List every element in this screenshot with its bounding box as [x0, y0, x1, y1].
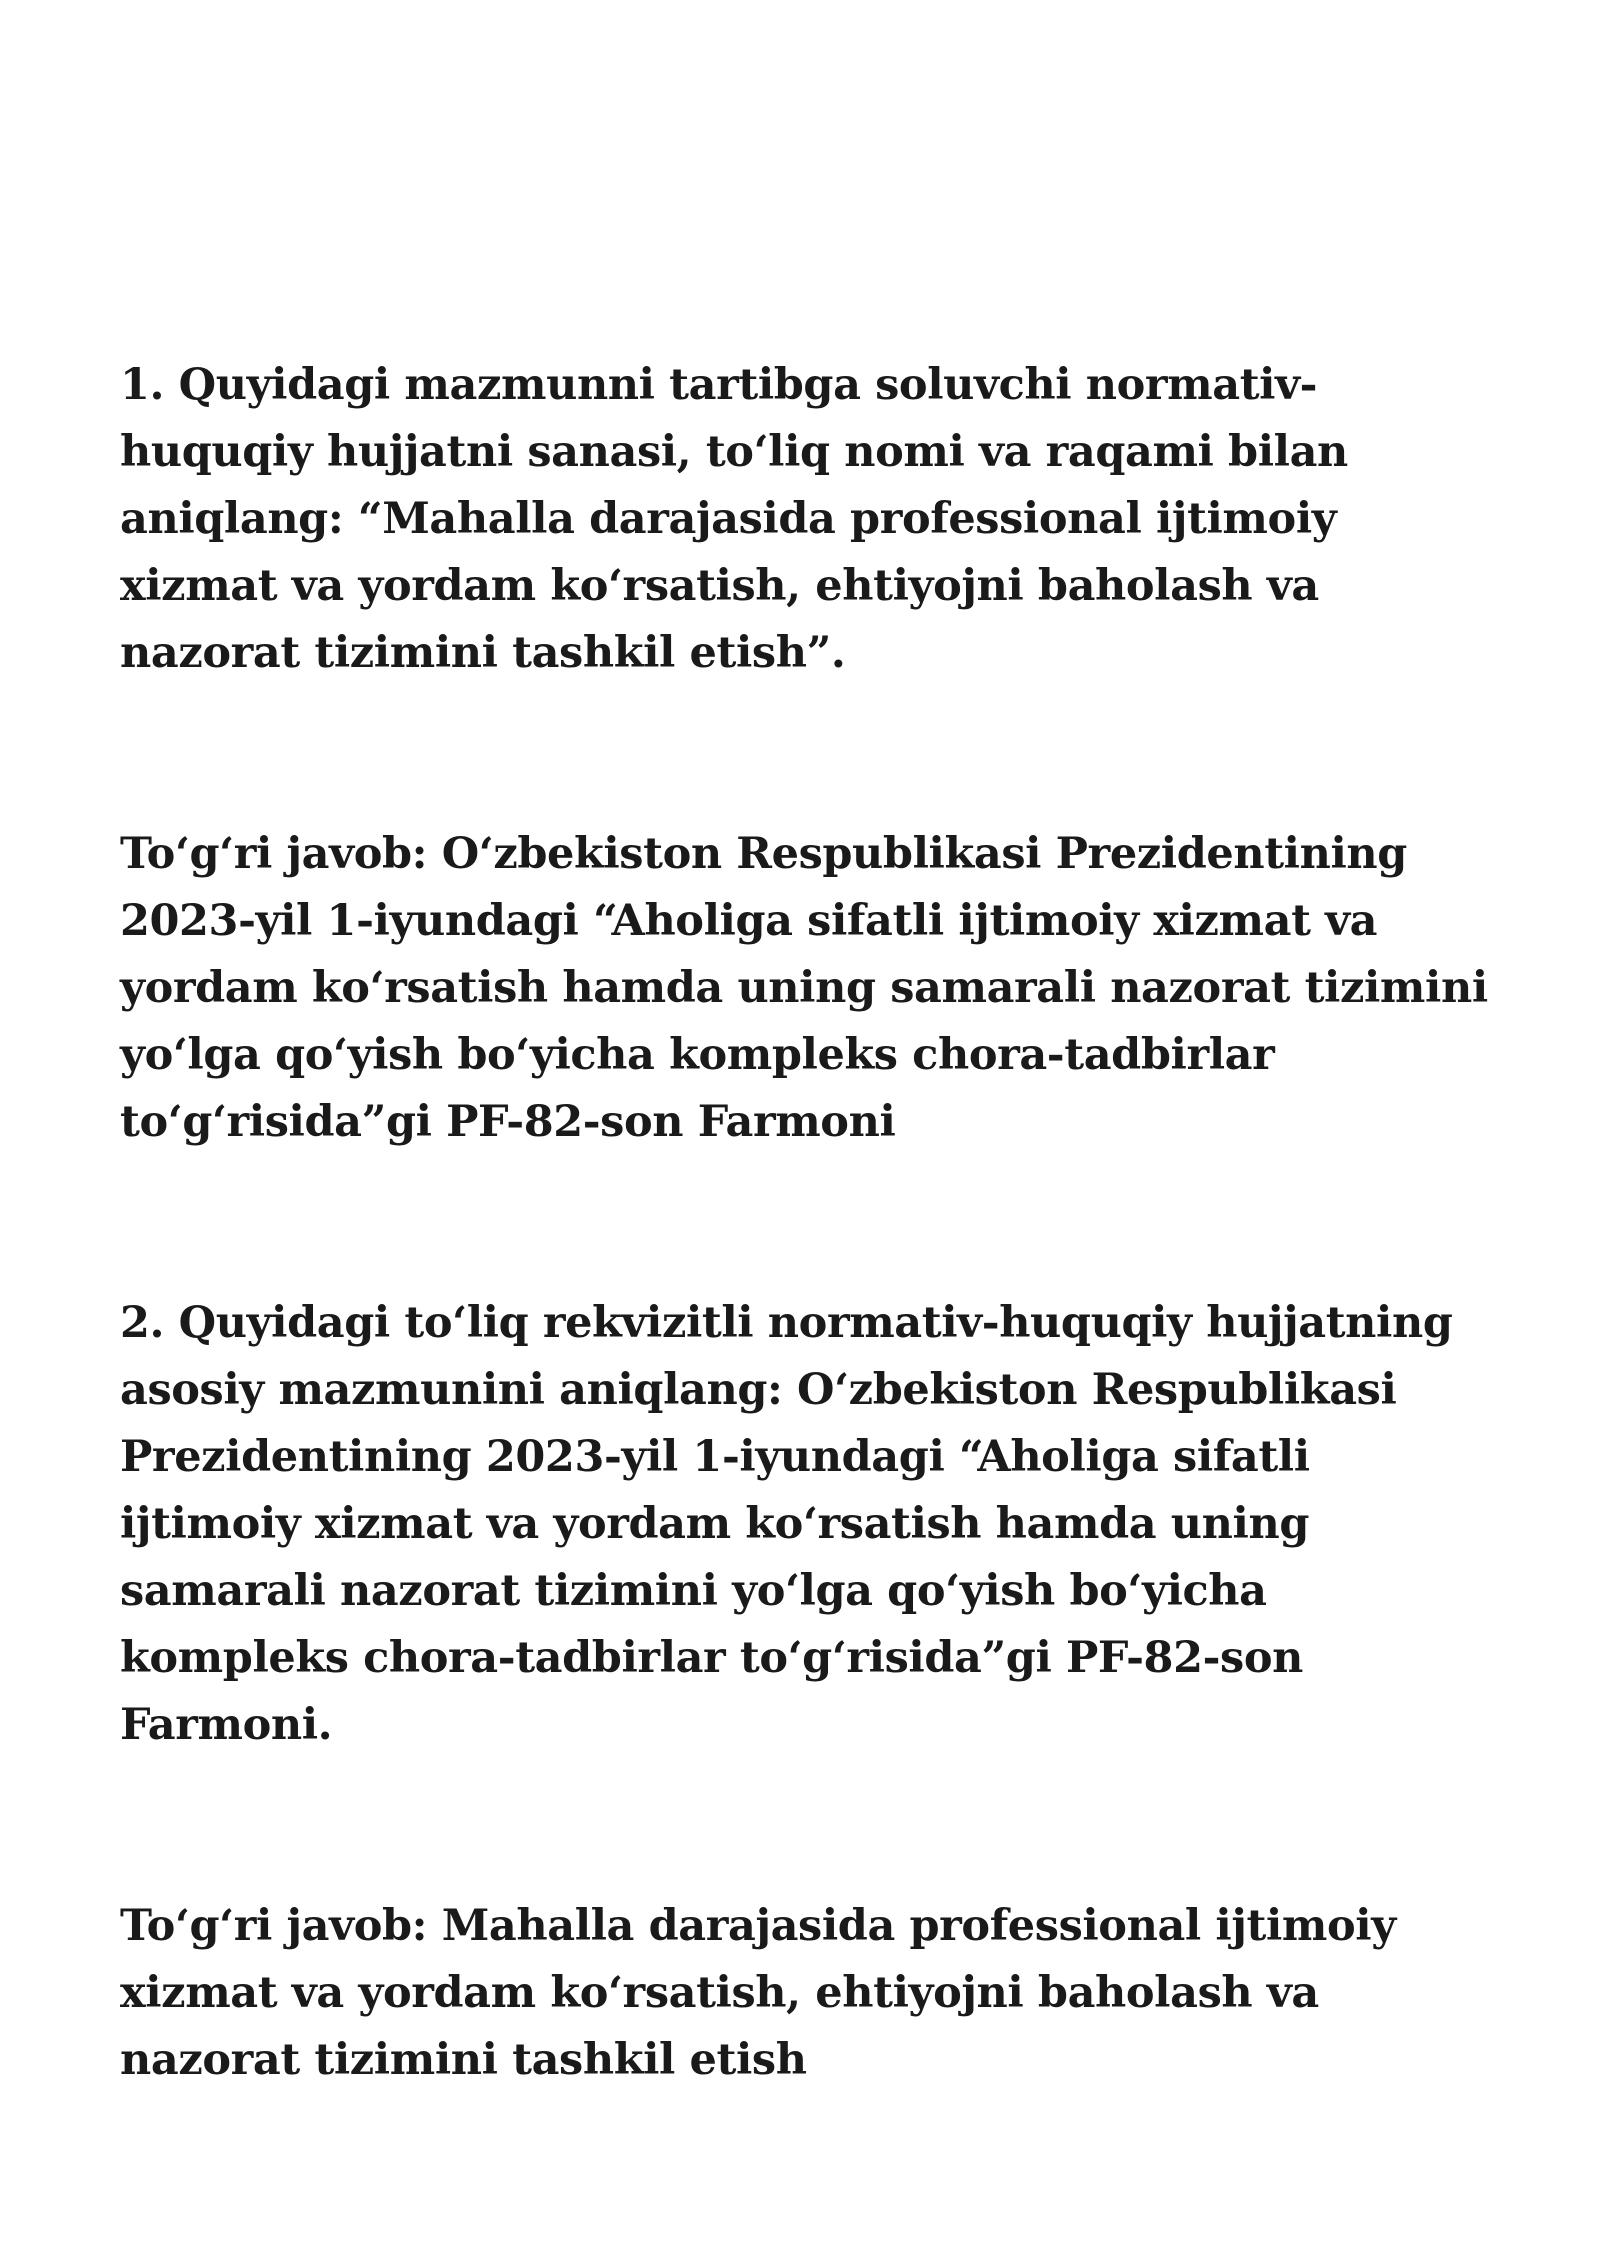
document-content: [120, 352, 1490, 2228]
answer-1: To‘g‘ri javob: O‘zbekiston Respublikasi Prezidentining 2023-yil 1-iyundagi “Aholiga sifatli ijtimoiy xizmat va yordam ko‘rsatish hamda uning samarali nazorat tizimini yo‘lga qo‘yish bo‘yicha kompleks chora-tadbirlar to‘g‘risida”gi PF-82-son Farmoni: [120, 829, 1488, 1147]
question-1: 1. Quyidagi mazmunni tartibga soluvchi normativ-huquqiy hujjatni sanasi, to‘liq nomi va raqami bilan aniqlang: “Mahalla darajasida professional ijtimoiy xizmat va yordam ko‘rsatish, ehtiyojni baholash va nazorat tizimini tashkil etish”.: [120, 360, 1348, 678]
answer-2: To‘g‘ri javob: Mahalla darajasida professional ijtimoiy xizmat va yordam ko‘rsatish, ehtiyojni baholash va nazorat tizimini tashkil etish: [120, 1901, 1396, 2085]
question-2: 2. Quyidagi to‘liq rekvizitli normativ-huquqiy hujjatning asosiy mazmunini aniqlang: O‘zbekiston Respublikasi Prezidentining 2023-yil 1-iyundagi “Aholiga sifatli ijtimoiy xizmat va yordam ko‘rsatish hamda uning samarali nazorat tizimini yo‘lga qo‘yish bo‘yicha kompleks chora-tadbirlar to‘g‘risida”gi PF-82-son Farmoni.: [120, 1298, 1453, 1750]
